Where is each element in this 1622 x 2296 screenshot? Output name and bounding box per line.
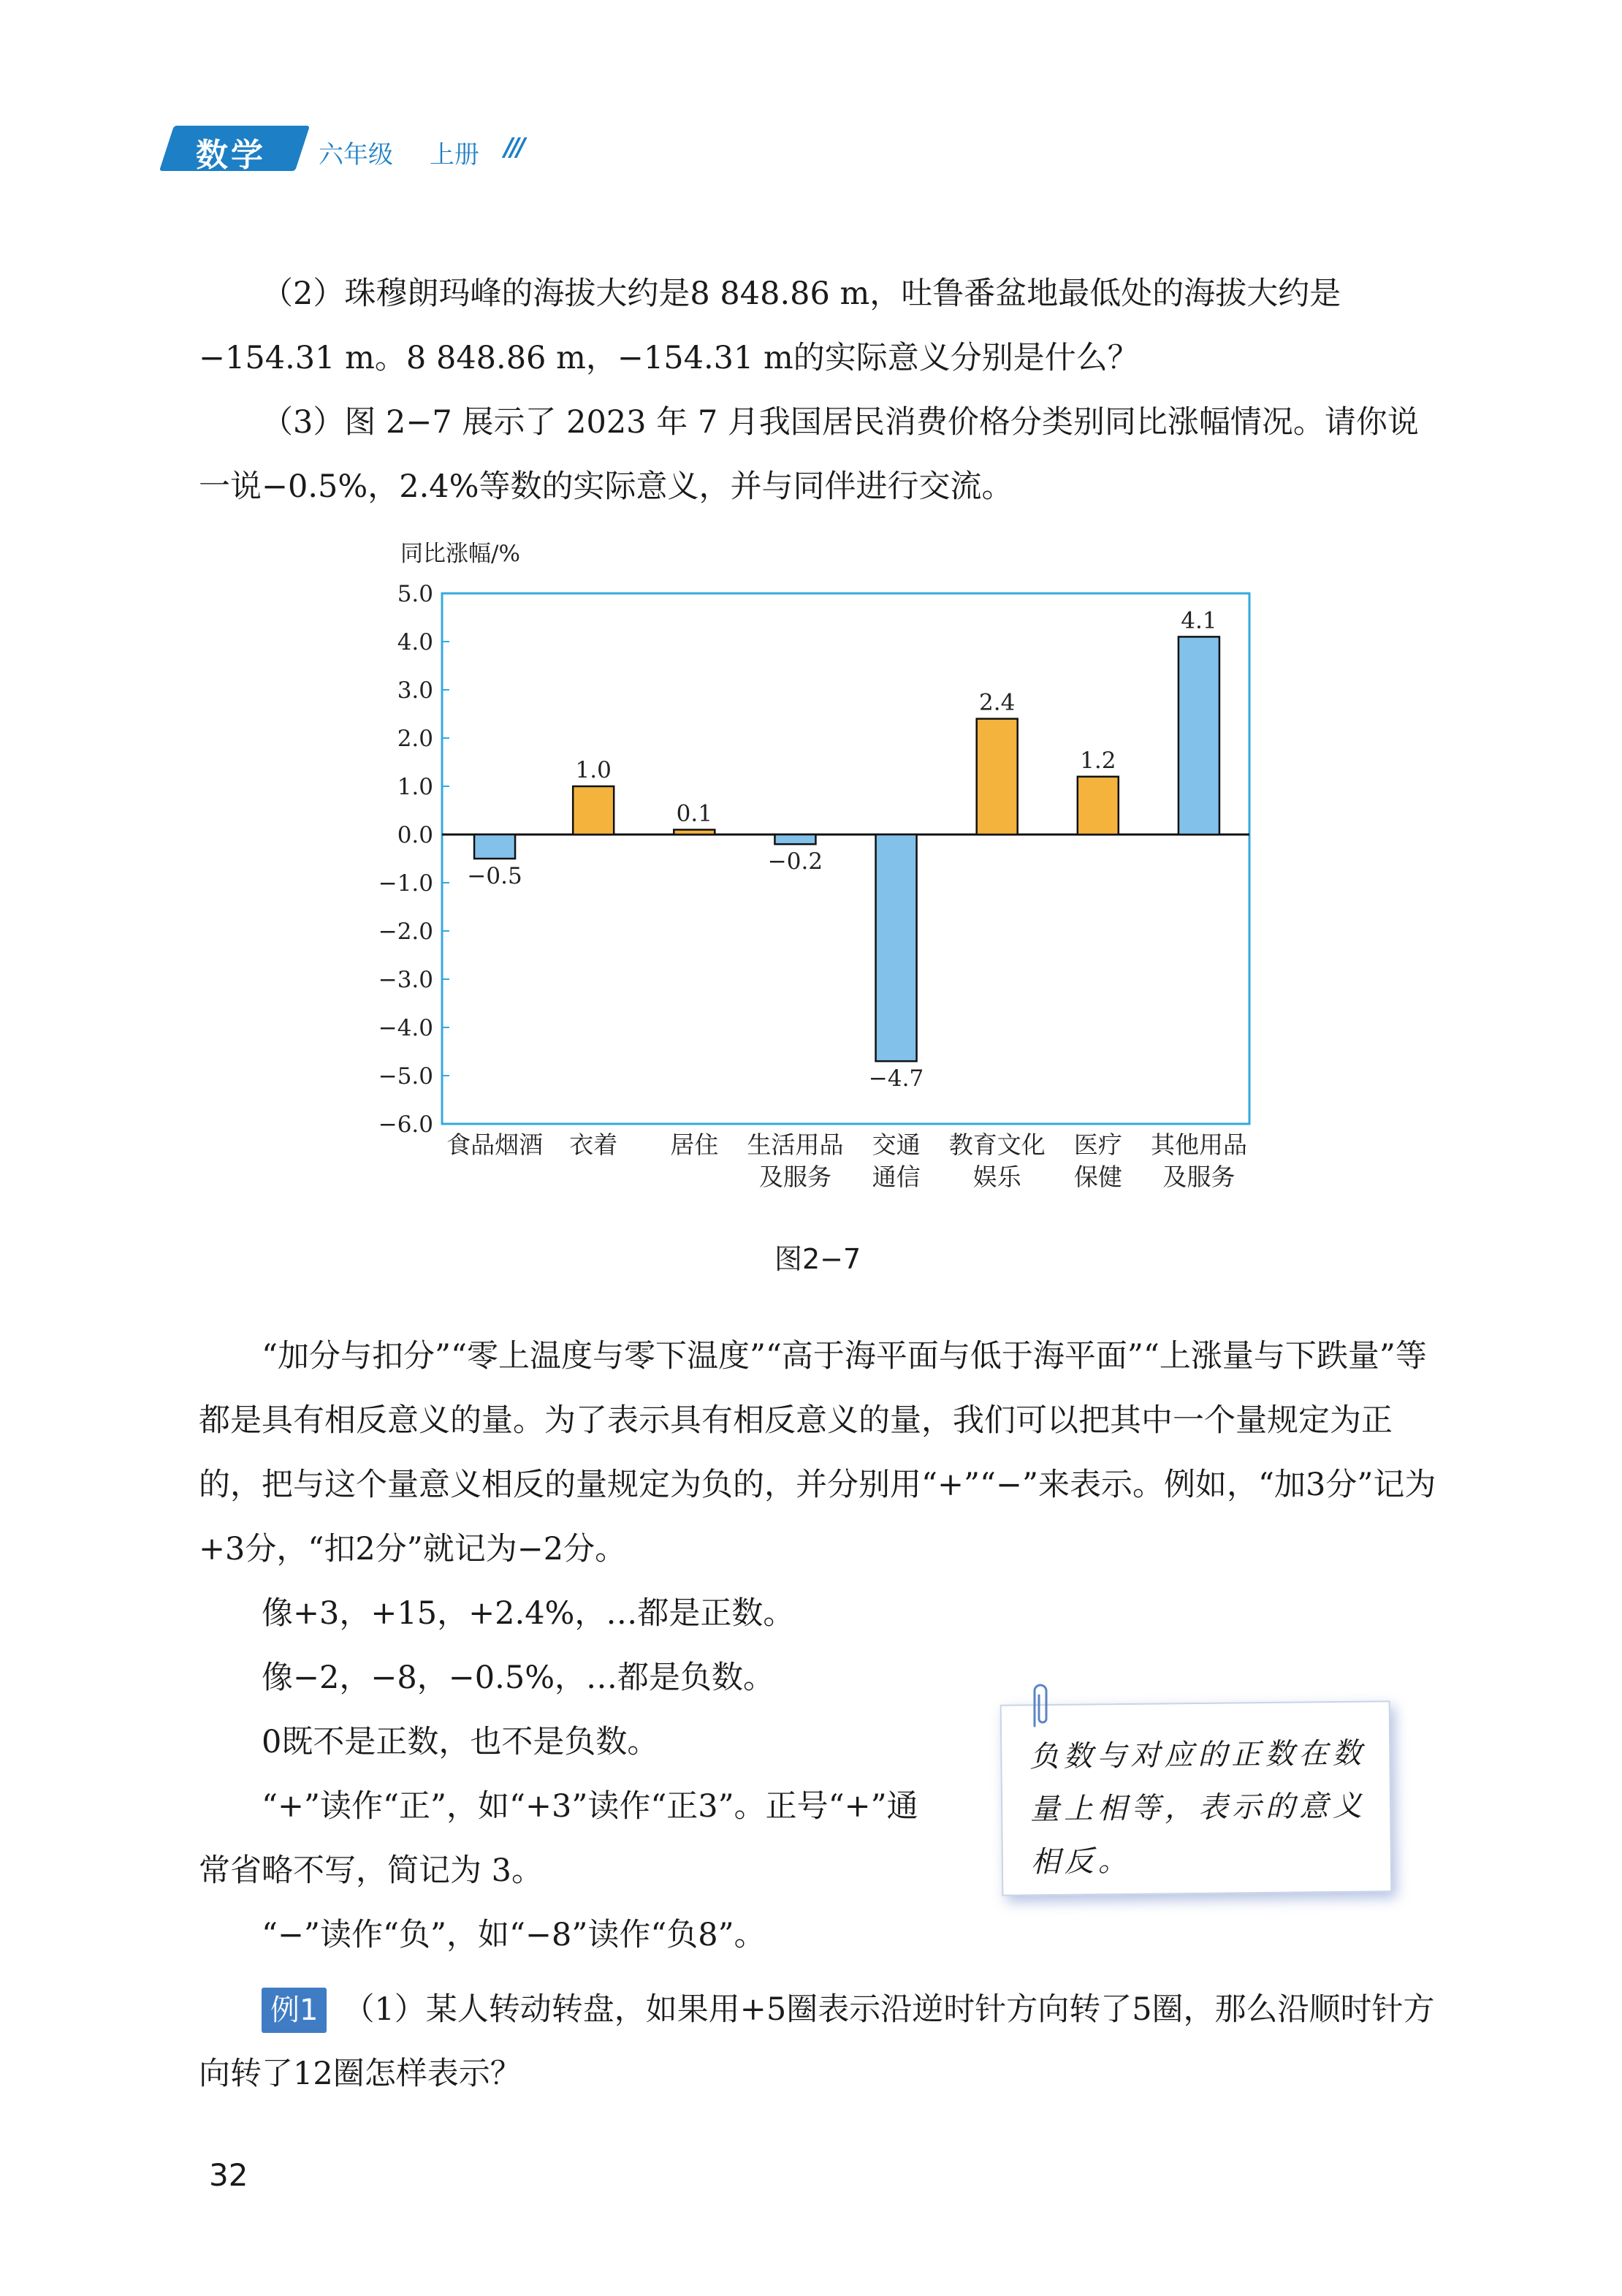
subject-title: 数学 xyxy=(196,137,266,174)
figure-caption: 图2−7 xyxy=(774,1243,861,1275)
x-category-label: 其他用品 xyxy=(1150,1130,1247,1159)
x-category-label: 医疗 xyxy=(1073,1130,1122,1159)
y-tick-label: −6.0 xyxy=(378,1111,433,1138)
bar xyxy=(774,835,815,844)
read-minus-text: “−”读作“负”，如“−8”读作“负8”。 xyxy=(262,1917,766,1953)
y-tick-label: −5.0 xyxy=(378,1063,433,1090)
x-category-label: 保健 xyxy=(1073,1163,1122,1191)
y-tick-label: −2.0 xyxy=(378,919,433,945)
x-category-label: 教育文化 xyxy=(948,1130,1046,1159)
bar-value-label: 4.1 xyxy=(1181,607,1217,634)
header-decoration: /// xyxy=(504,133,523,162)
bar xyxy=(674,829,715,835)
y-tick-label: −1.0 xyxy=(378,870,433,897)
bar-value-label: −4.7 xyxy=(868,1065,924,1092)
tip-note-text: 负数与对应的正数在数量上相等，表示的意义相反。 xyxy=(1029,1736,1367,1879)
x-category-label: 衣着 xyxy=(569,1130,618,1159)
bar-value-label: 1.2 xyxy=(1080,747,1116,774)
y-tick-label: 1.0 xyxy=(397,774,433,800)
x-category-label: 通信 xyxy=(872,1163,921,1191)
bar xyxy=(474,835,515,859)
y-axis-label: 同比涨幅/% xyxy=(400,541,520,567)
tip-note xyxy=(1000,1700,1393,1896)
y-tick-label: 4.0 xyxy=(397,629,433,655)
y-tick-label: 5.0 xyxy=(397,581,433,607)
bar xyxy=(977,719,1018,835)
bar-value-label: −0.5 xyxy=(467,863,522,889)
question-2: （2）珠穆朗玛峰的海拔大约是8 848.86 m，吐鲁番盆地最低处的海拔大约是−154.31 m。8 848.86 m，−154.31 m的实际意义分别是什么？ xyxy=(199,275,1341,376)
x-category-label: 娱乐 xyxy=(972,1163,1021,1191)
x-category-label: 生活用品 xyxy=(747,1130,844,1159)
bar-value-label: 2.4 xyxy=(979,689,1016,716)
bar-chart xyxy=(351,526,1301,1228)
paperclip-icon xyxy=(1024,1681,1054,1732)
bar-value-label: 0.1 xyxy=(676,800,712,827)
bar xyxy=(876,835,917,1061)
x-category-label: 食品烟酒 xyxy=(446,1130,544,1159)
zero-text: 0既不是正数，也不是负数。 xyxy=(262,1724,659,1760)
bar xyxy=(573,786,614,835)
y-tick-label: −4.0 xyxy=(378,1015,433,1041)
y-tick-label: 3.0 xyxy=(397,677,433,704)
page-number: 32 xyxy=(209,2157,248,2193)
question-3: （3）图 2−7 展示了 2023 年 7 月我国居民消费价格分类别同比涨幅情况。请你说一说−0.5%，2.4%等数的实际意义，并与同伴进行交流。 xyxy=(199,404,1419,505)
y-tick-label: 2.0 xyxy=(397,726,433,752)
example-1 xyxy=(199,1977,1441,2106)
y-tick-label: 0.0 xyxy=(397,822,433,848)
example-label: 例1 xyxy=(262,1988,327,2033)
page-header xyxy=(167,123,751,174)
example-text: （1）某人转动转盘，如果用+5圈表示沿逆时针方向转了5圈，那么沿顺时针方向转了12圈怎样表示？ xyxy=(199,1991,1435,2092)
bar-value-label: −0.2 xyxy=(767,848,823,875)
grade-label: 六年级 xyxy=(319,140,393,170)
x-category-label: 交通 xyxy=(872,1130,921,1159)
bar-value-label: 1.0 xyxy=(575,757,612,783)
bar xyxy=(1078,777,1119,835)
x-category-label: 及服务 xyxy=(758,1163,831,1191)
negative-numbers-text: 像−2，−8，−0.5%，…都是负数。 xyxy=(262,1660,775,1696)
x-category-label: 及服务 xyxy=(1162,1163,1235,1191)
volume-label: 上册 xyxy=(430,140,479,170)
positive-numbers-text: 像+3，+15，+2.4%，…都是正数。 xyxy=(262,1595,795,1632)
bar xyxy=(1179,636,1219,835)
y-tick-label: −3.0 xyxy=(378,967,433,993)
read-plus-text: “+”读作“正”，如“+3”读作“正3”。正号“+”通常省略不写，简记为 3。 xyxy=(199,1788,918,1889)
x-category-label: 居住 xyxy=(670,1130,719,1159)
plot-frame xyxy=(442,593,1249,1124)
intro-paragraph: “加分与扣分”“零上温度与零下温度”“高于海平面与低于海平面”“上涨量与下跌量”等都是具有相反意义的量。为了表示具有相反意义的量，我们可以把其中一个量规定为正的，把与这个量意义相反的量规定为负的，并分别用“+”“−”来表示。例如，“加3分”记为+3分，“扣2分”就记为−2分。 xyxy=(199,1338,1436,1567)
